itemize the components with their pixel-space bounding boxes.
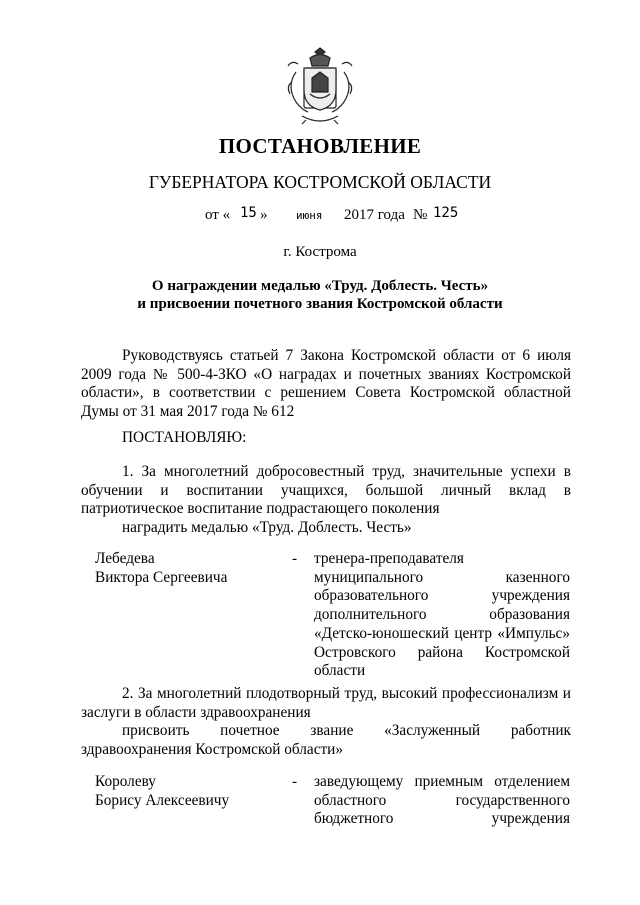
person-2-dash: - [292, 773, 298, 790]
preamble-line: области», в соответствии с решением Совета Костромской областной [81, 384, 571, 402]
role-line: заведующему приемным отделением [314, 773, 570, 790]
preamble-line: Руководствуясь статьей 7 Закона Костромской области от 6 июля [122, 347, 571, 364]
preamble-paragraph [81, 347, 571, 422]
item-2-line: заслуги в области здравоохранения [81, 703, 311, 721]
person-1-role [314, 550, 570, 681]
person-1-given-names: Виктора Сергеевича [95, 568, 228, 586]
item-1-line: патриотическое воспитание подрастающего поколения [81, 500, 440, 518]
item-2-paragraph [81, 685, 571, 760]
role-line: областного государственного [314, 791, 570, 809]
item-2-action: здравоохранения Костромской области» [81, 741, 344, 759]
role-line: области [314, 662, 366, 680]
date-year: 2017 года [344, 207, 405, 223]
date-month: июня [296, 209, 323, 222]
role-line: «Детско-юношеский центр «Импульс» [314, 624, 570, 642]
decree-word: ПОСТАНОВЛЯЮ: [122, 429, 247, 446]
preamble-line: Думы от 31 мая 2017 года № 612 [81, 403, 295, 421]
person-1-name [95, 550, 227, 587]
item-2-line: 2. За многолетний плодотворный труд, высокий профессионализм и [122, 685, 571, 702]
preamble-line: 2009 года № 500-4-ЗКО «О наградах и почетных званиях Костромской [81, 365, 571, 383]
role-line: бюджетного учреждения [314, 810, 570, 828]
role-line: тренера-преподавателя [314, 550, 464, 567]
document-subtitle: ГУБЕРНАТОРА КОСТРОМСКОЙ ОБЛАСТИ [148, 172, 492, 192]
role-line: Островского района Костромской [314, 643, 570, 661]
person-2-given-names: Борису Алексеевичу [95, 791, 230, 809]
person-2-name [95, 773, 229, 810]
role-line: дополнительного образования [314, 606, 570, 624]
heading-line-2: и присвоении почетного звания Костромской области [137, 296, 503, 312]
item-1-action: наградить медалью «Труд. Доблесть. Честь» [122, 519, 412, 537]
city: г. Кострома [283, 244, 357, 260]
date-prefix: от « [205, 207, 231, 223]
person-1-surname: Лебедева [95, 550, 155, 567]
item-1-line: 1. За многолетний добросовестный труд, значительные успехи в [122, 463, 571, 480]
document-number: 125 [433, 205, 459, 221]
person-1-dash: - [292, 550, 298, 567]
date-day: 15 [240, 205, 257, 221]
coat-of-arms-emblem [282, 42, 358, 126]
person-2-role [314, 773, 570, 829]
date-day-suffix: » [260, 207, 268, 223]
heading-line-1: О награждении медалью «Труд. Доблесть. Честь» [151, 278, 489, 294]
item-2-action: присвоить почетное звание «Заслуженный работник [122, 722, 571, 740]
item-1-paragraph [81, 463, 571, 538]
person-2-surname: Королеву [95, 773, 156, 790]
item-1-line: обучении и воспитании учащихся, большой личный вклад в [81, 481, 571, 499]
role-line: образовательного учреждения [314, 587, 570, 605]
number-label: № [413, 207, 428, 223]
document-title: ПОСТАНОВЛЕНИЕ [218, 134, 422, 158]
role-line: муниципального казенного [314, 568, 570, 586]
